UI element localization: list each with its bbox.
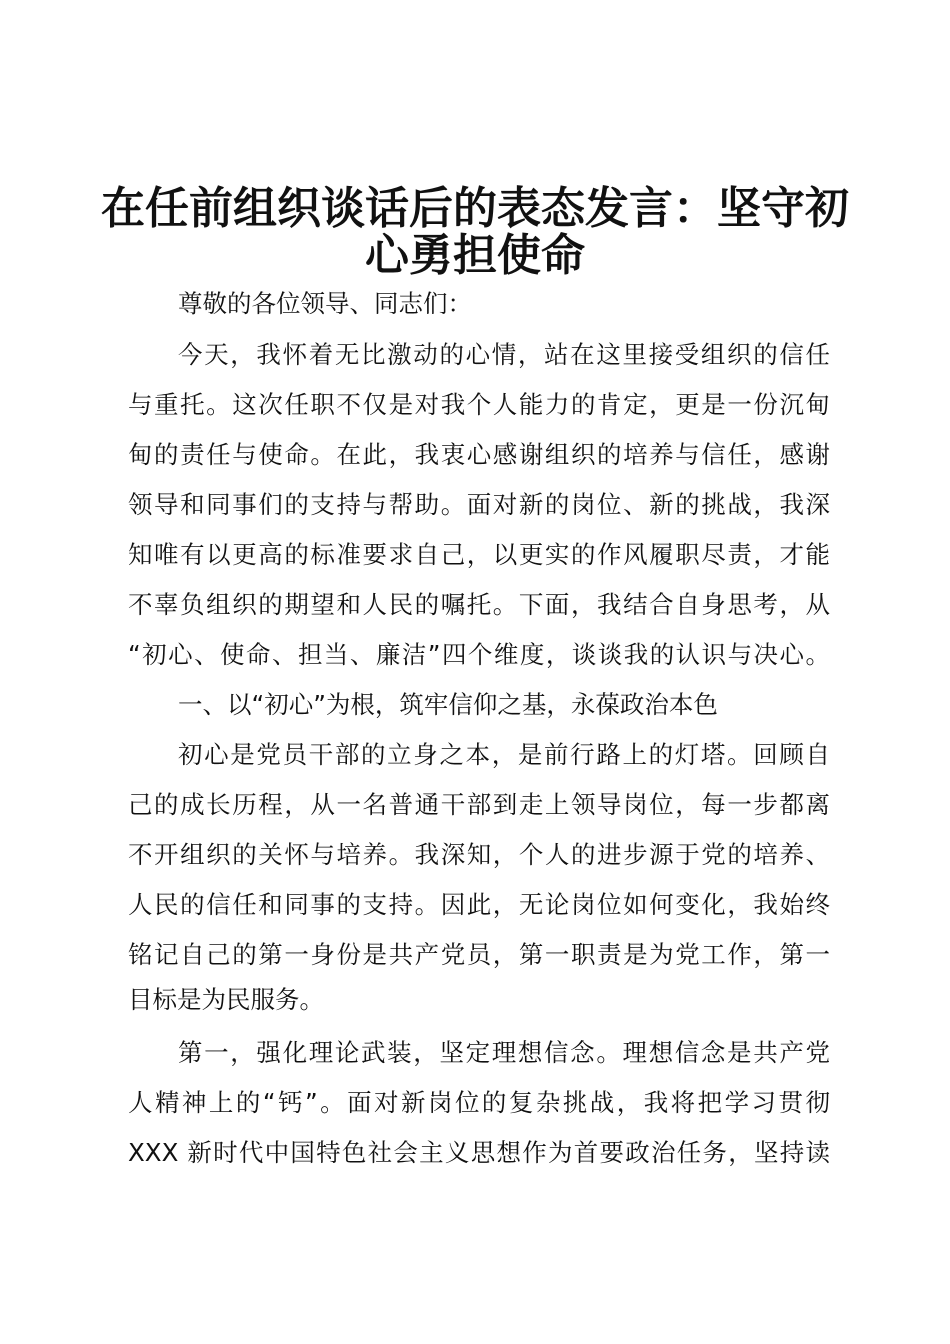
section-line: 己的成长历程，从一名普通干部到走上领导岗位，每一步都离 bbox=[128, 790, 830, 819]
section-line: 初心是党员干部的立身之本，是前行路上的灯塔。回顾自 bbox=[178, 740, 830, 769]
intro-line: 与重托。这次任职不仅是对我个人能力的肯定，更是一份沉甸 bbox=[128, 390, 830, 419]
section-line: 铭记自己的第一身份是共产党员，第一职责是为党工作，第一 bbox=[128, 940, 830, 969]
point-line: 第一，强化理论武装，坚定理想信念。理想信念是共产党 bbox=[178, 1038, 830, 1067]
intro-line: 知唯有以更高的标准要求自己，以更实的作风履职尽责，才能 bbox=[128, 540, 830, 569]
intro-line: 甸的责任与使命。在此，我衷心感谢组织的培养与信任，感谢 bbox=[128, 440, 830, 469]
section-line: 目标是为民服务。 bbox=[128, 985, 324, 1014]
salutation: 尊敬的各位领导、同志们： bbox=[178, 289, 472, 318]
intro-line: 不辜负组织的期望和人民的嘱托。下面，我结合自身思考，从 bbox=[128, 590, 830, 619]
document-title-line-1: 在任前组织谈话后的表态发言：坚守初 bbox=[101, 183, 849, 234]
section-line: 人民的信任和同事的支持。因此，无论岗位如何变化，我始终 bbox=[128, 890, 830, 919]
intro-line: “初心、使命、担当、廉洁”四个维度，谈谈我的认识与决心。 bbox=[128, 640, 830, 669]
point-line: 人精神上的“钙”。面对新岗位的复杂挑战，我将把学习贯彻 bbox=[128, 1088, 830, 1117]
document-title-line-2: 心勇担使命 bbox=[365, 230, 585, 281]
intro-line: 今天，我怀着无比激动的心情，站在这里接受组织的信任 bbox=[178, 340, 830, 369]
intro-line: 领导和同事们的支持与帮助。面对新的岗位、新的挑战，我深 bbox=[128, 490, 830, 519]
point-line: XXX 新时代中国特色社会主义思想作为首要政治任务，坚持读 bbox=[128, 1138, 830, 1167]
section-heading: 一、以“初心”为根，筑牢信仰之基，永葆政治本色 bbox=[178, 690, 718, 719]
section-line: 不开组织的关怀与培养。我深知，个人的进步源于党的培养、 bbox=[128, 840, 830, 869]
